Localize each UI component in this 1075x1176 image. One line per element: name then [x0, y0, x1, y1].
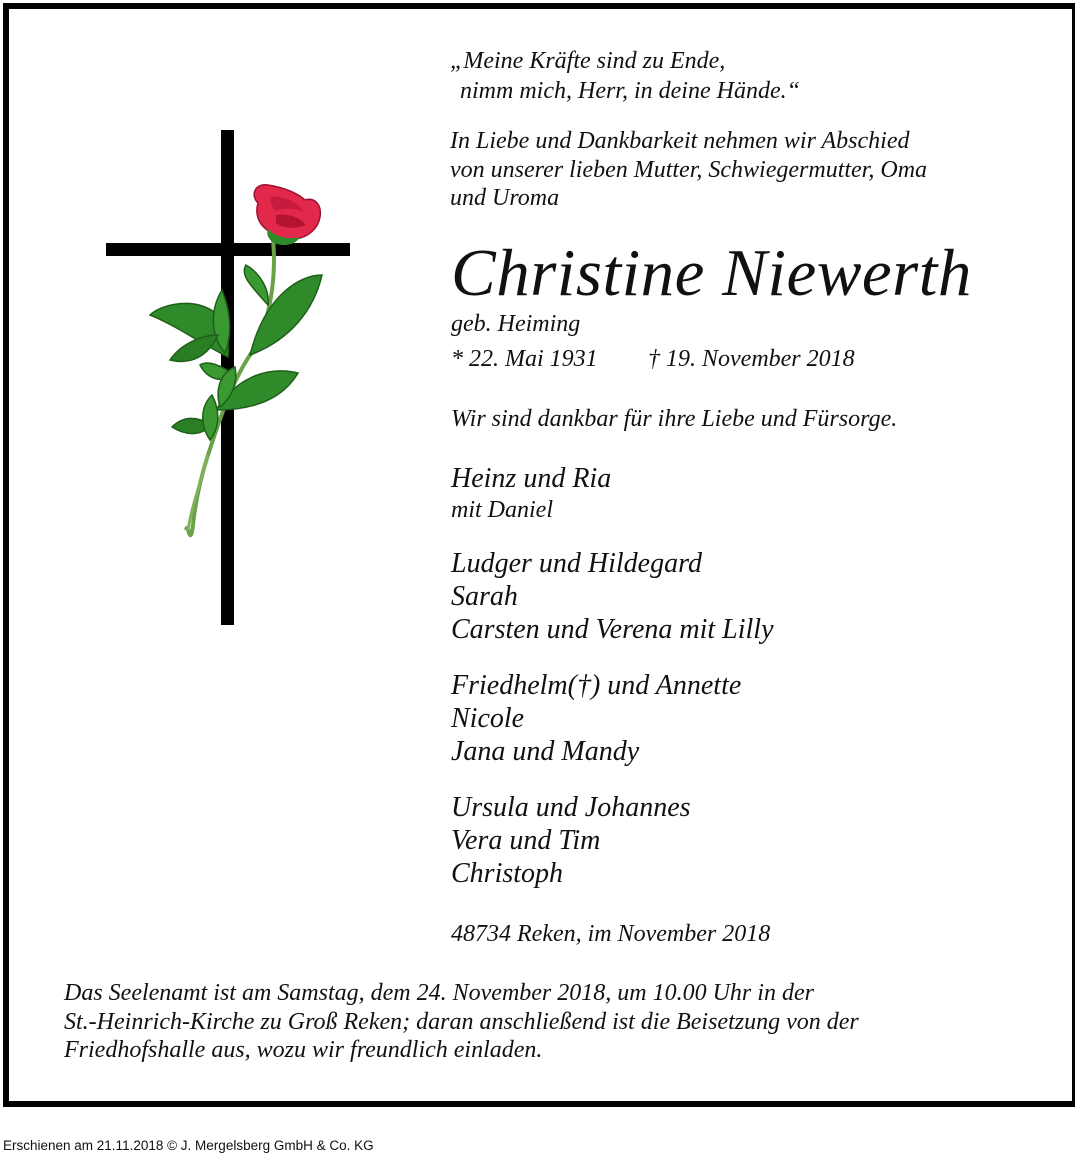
- family-line: Ludger und Hildegard: [451, 548, 702, 579]
- maiden-name: geb. Heiming: [451, 311, 581, 337]
- quote-line-1: „Meine Kräfte sind zu Ende,: [450, 48, 726, 74]
- place-and-date: 48734 Reken, im November 2018: [451, 921, 771, 947]
- intro-text: [450, 127, 927, 213]
- family-group-1: [451, 462, 611, 525]
- opening-quote: [450, 46, 800, 106]
- birth-date: * 22. Mai 1931: [451, 346, 598, 372]
- family-group-3: [451, 669, 741, 768]
- family-line: Sarah: [451, 581, 518, 612]
- service-notice: [64, 979, 859, 1065]
- family-line: Vera und Tim: [451, 825, 601, 856]
- intro-line-3: und Uroma: [450, 185, 560, 211]
- cross-with-rose-illustration: [100, 125, 360, 635]
- family-line: Carsten und Verena mit Lilly: [451, 614, 774, 645]
- family-group-4: [451, 791, 691, 890]
- family-line: Nicole: [451, 703, 525, 734]
- intro-line-2: von unserer lieben Mutter, Schwiegermutter, Oma: [450, 156, 928, 183]
- quote-line-2: nimm mich, Herr, in deine Hände.“: [460, 78, 800, 104]
- deceased-name: Christine Niewerth: [451, 236, 972, 310]
- death-date: † 19. November 2018: [648, 346, 855, 372]
- intro-line-1: In Liebe und Dankbarkeit nehmen wir Abschied: [450, 128, 910, 154]
- family-line: Ursula und Johannes: [451, 792, 691, 823]
- rose-icon: [150, 185, 322, 535]
- publication-footer: Erschienen am 21.11.2018 © J. Mergelsberg GmbH & Co. KG: [3, 1138, 374, 1153]
- family-line: Heinz und Ria: [451, 463, 612, 494]
- family-group-2: [451, 547, 774, 646]
- family-sub-line: mit Daniel: [451, 497, 553, 523]
- service-line-3: Friedhofshalle aus, wozu wir freundlich einladen.: [64, 1037, 543, 1063]
- thanks-line: Wir sind dankbar für ihre Liebe und Fürsorge.: [451, 406, 898, 432]
- family-line: Friedhelm(†) und Annette: [451, 670, 742, 701]
- family-line: Jana und Mandy: [451, 736, 640, 767]
- service-line-1: Das Seelenamt ist am Samstag, dem 24. November 2018, um 10.00 Uhr in der: [64, 980, 814, 1006]
- life-dates: [451, 344, 855, 374]
- service-line-2: St.-Heinrich-Kirche zu Groß Reken; daran anschließend ist die Beisetzung von der: [64, 1008, 859, 1035]
- family-line: Christoph: [451, 858, 564, 889]
